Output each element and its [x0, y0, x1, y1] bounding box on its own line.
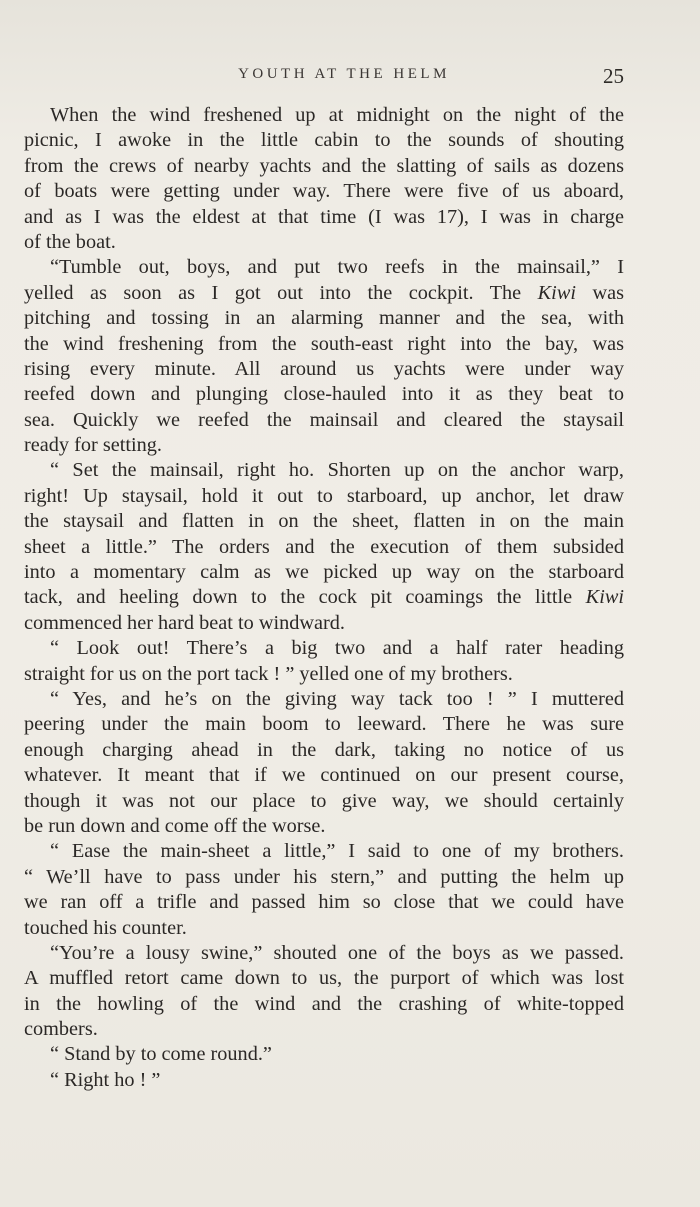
text-line: whatever. It meant that if we continued on our present course, [24, 764, 624, 787]
text-line-end: was [575, 281, 624, 304]
paragraph-7 [24, 941, 624, 1043]
text-line: “ Stand by to come round.” [50, 1043, 272, 1066]
page-number: 25 [603, 64, 624, 88]
text-line: the wind freshening from the south-east right into the bay, was [24, 332, 624, 355]
text-line: “Tumble out, boys, and put two reefs in the mainsail,” I [50, 256, 624, 279]
text-line: peering under the main boom to leeward. There he was sure [24, 713, 624, 736]
paragraph-5 [24, 687, 624, 839]
paragraph-4 [24, 636, 624, 687]
text-line [24, 281, 624, 306]
text-line: of boats were getting under way. There were five of us aboard, [24, 180, 624, 203]
ship-name: Kiwi [537, 281, 576, 304]
paragraph-3 [24, 458, 624, 636]
text-line: of the boat. [24, 230, 116, 253]
text-line: “ Look out! There’s a big two and a half rater heading [50, 637, 624, 660]
paragraph-1 [24, 103, 624, 255]
text-line-start: tack, and heeling down to the cock pit coamings the little [24, 586, 586, 609]
text-line: sea. Quickly we reefed the mainsail and cleared the staysail [24, 408, 624, 431]
text-line: in the howling of the wind and the crashing of white-topped [24, 992, 624, 1015]
body-text [24, 103, 624, 1093]
text-line: though it was not our place to give way, we should certainly [24, 789, 624, 812]
text-line: “You’re a lousy swine,” shouted one of the boys as we passed. [50, 941, 624, 964]
text-line: enough charging ahead in the dark, taking no notice of us [24, 738, 624, 761]
text-line: “ Right ho ! ” [50, 1068, 161, 1091]
paragraph-2 [24, 255, 624, 458]
paragraph-6 [24, 839, 624, 941]
running-head [24, 64, 624, 90]
text-line: from the crews of nearby yachts and the slatting of sails as dozens [24, 154, 624, 177]
text-line: A muffled retort came down to us, the purport of which was lost [24, 967, 624, 990]
text-line: and as I was the eldest at that time (I was 17), I was in charge [24, 205, 624, 228]
text-line: picnic, I awoke in the little cabin to the sounds of shouting [24, 129, 624, 152]
text-line: When the wind freshened up at midnight on the night of the [50, 104, 624, 126]
paragraph-9 [24, 1068, 624, 1093]
text-line: rising every minute. All around us yachts were under way [24, 357, 624, 380]
paragraph-8 [24, 1042, 624, 1067]
text-line: “ Yes, and he’s on the giving way tack too ! ” I muttered [50, 687, 624, 710]
text-line: into a momentary calm as we picked up way on the starboard [24, 561, 624, 584]
text-line: right! Up staysail, hold it out to starboard, up anchor, let draw [24, 484, 624, 507]
running-title: YOUTH AT THE HELM [238, 66, 450, 82]
text-line [24, 585, 624, 610]
text-line: combers. [24, 1018, 98, 1041]
text-line: ready for setting. [24, 434, 162, 457]
text-line: reefed down and plunging close-hauled into it as they beat to [24, 383, 624, 406]
text-line-start: yelled as soon as I got out into the cockpit. The [24, 281, 538, 304]
text-line: touched his counter. [24, 916, 187, 939]
ship-name: Kiwi [585, 586, 624, 609]
text-line: straight for us on the port tack ! ” yelled one of my brothers. [24, 662, 513, 685]
text-line: commenced her hard beat to windward. [24, 611, 345, 634]
text-line: pitching and tossing in an alarming manner and the sea, with [24, 307, 624, 330]
text-line: the staysail and flatten in on the sheet, flatten in on the main [24, 510, 624, 533]
text-line: be run down and come off the worse. [24, 814, 326, 837]
text-line: sheet a little.” The orders and the execution of them subsided [24, 535, 624, 558]
text-line: “ Ease the main-sheet a little,” I said to one of my brothers. [50, 840, 624, 863]
text-line: we ran off a trifle and passed him so close that we could have [24, 891, 624, 914]
text-line: “ We’ll have to pass under his stern,” and putting the helm up [24, 865, 624, 888]
text-line: “ Set the mainsail, right ho. Shorten up on the anchor warp, [50, 459, 624, 482]
